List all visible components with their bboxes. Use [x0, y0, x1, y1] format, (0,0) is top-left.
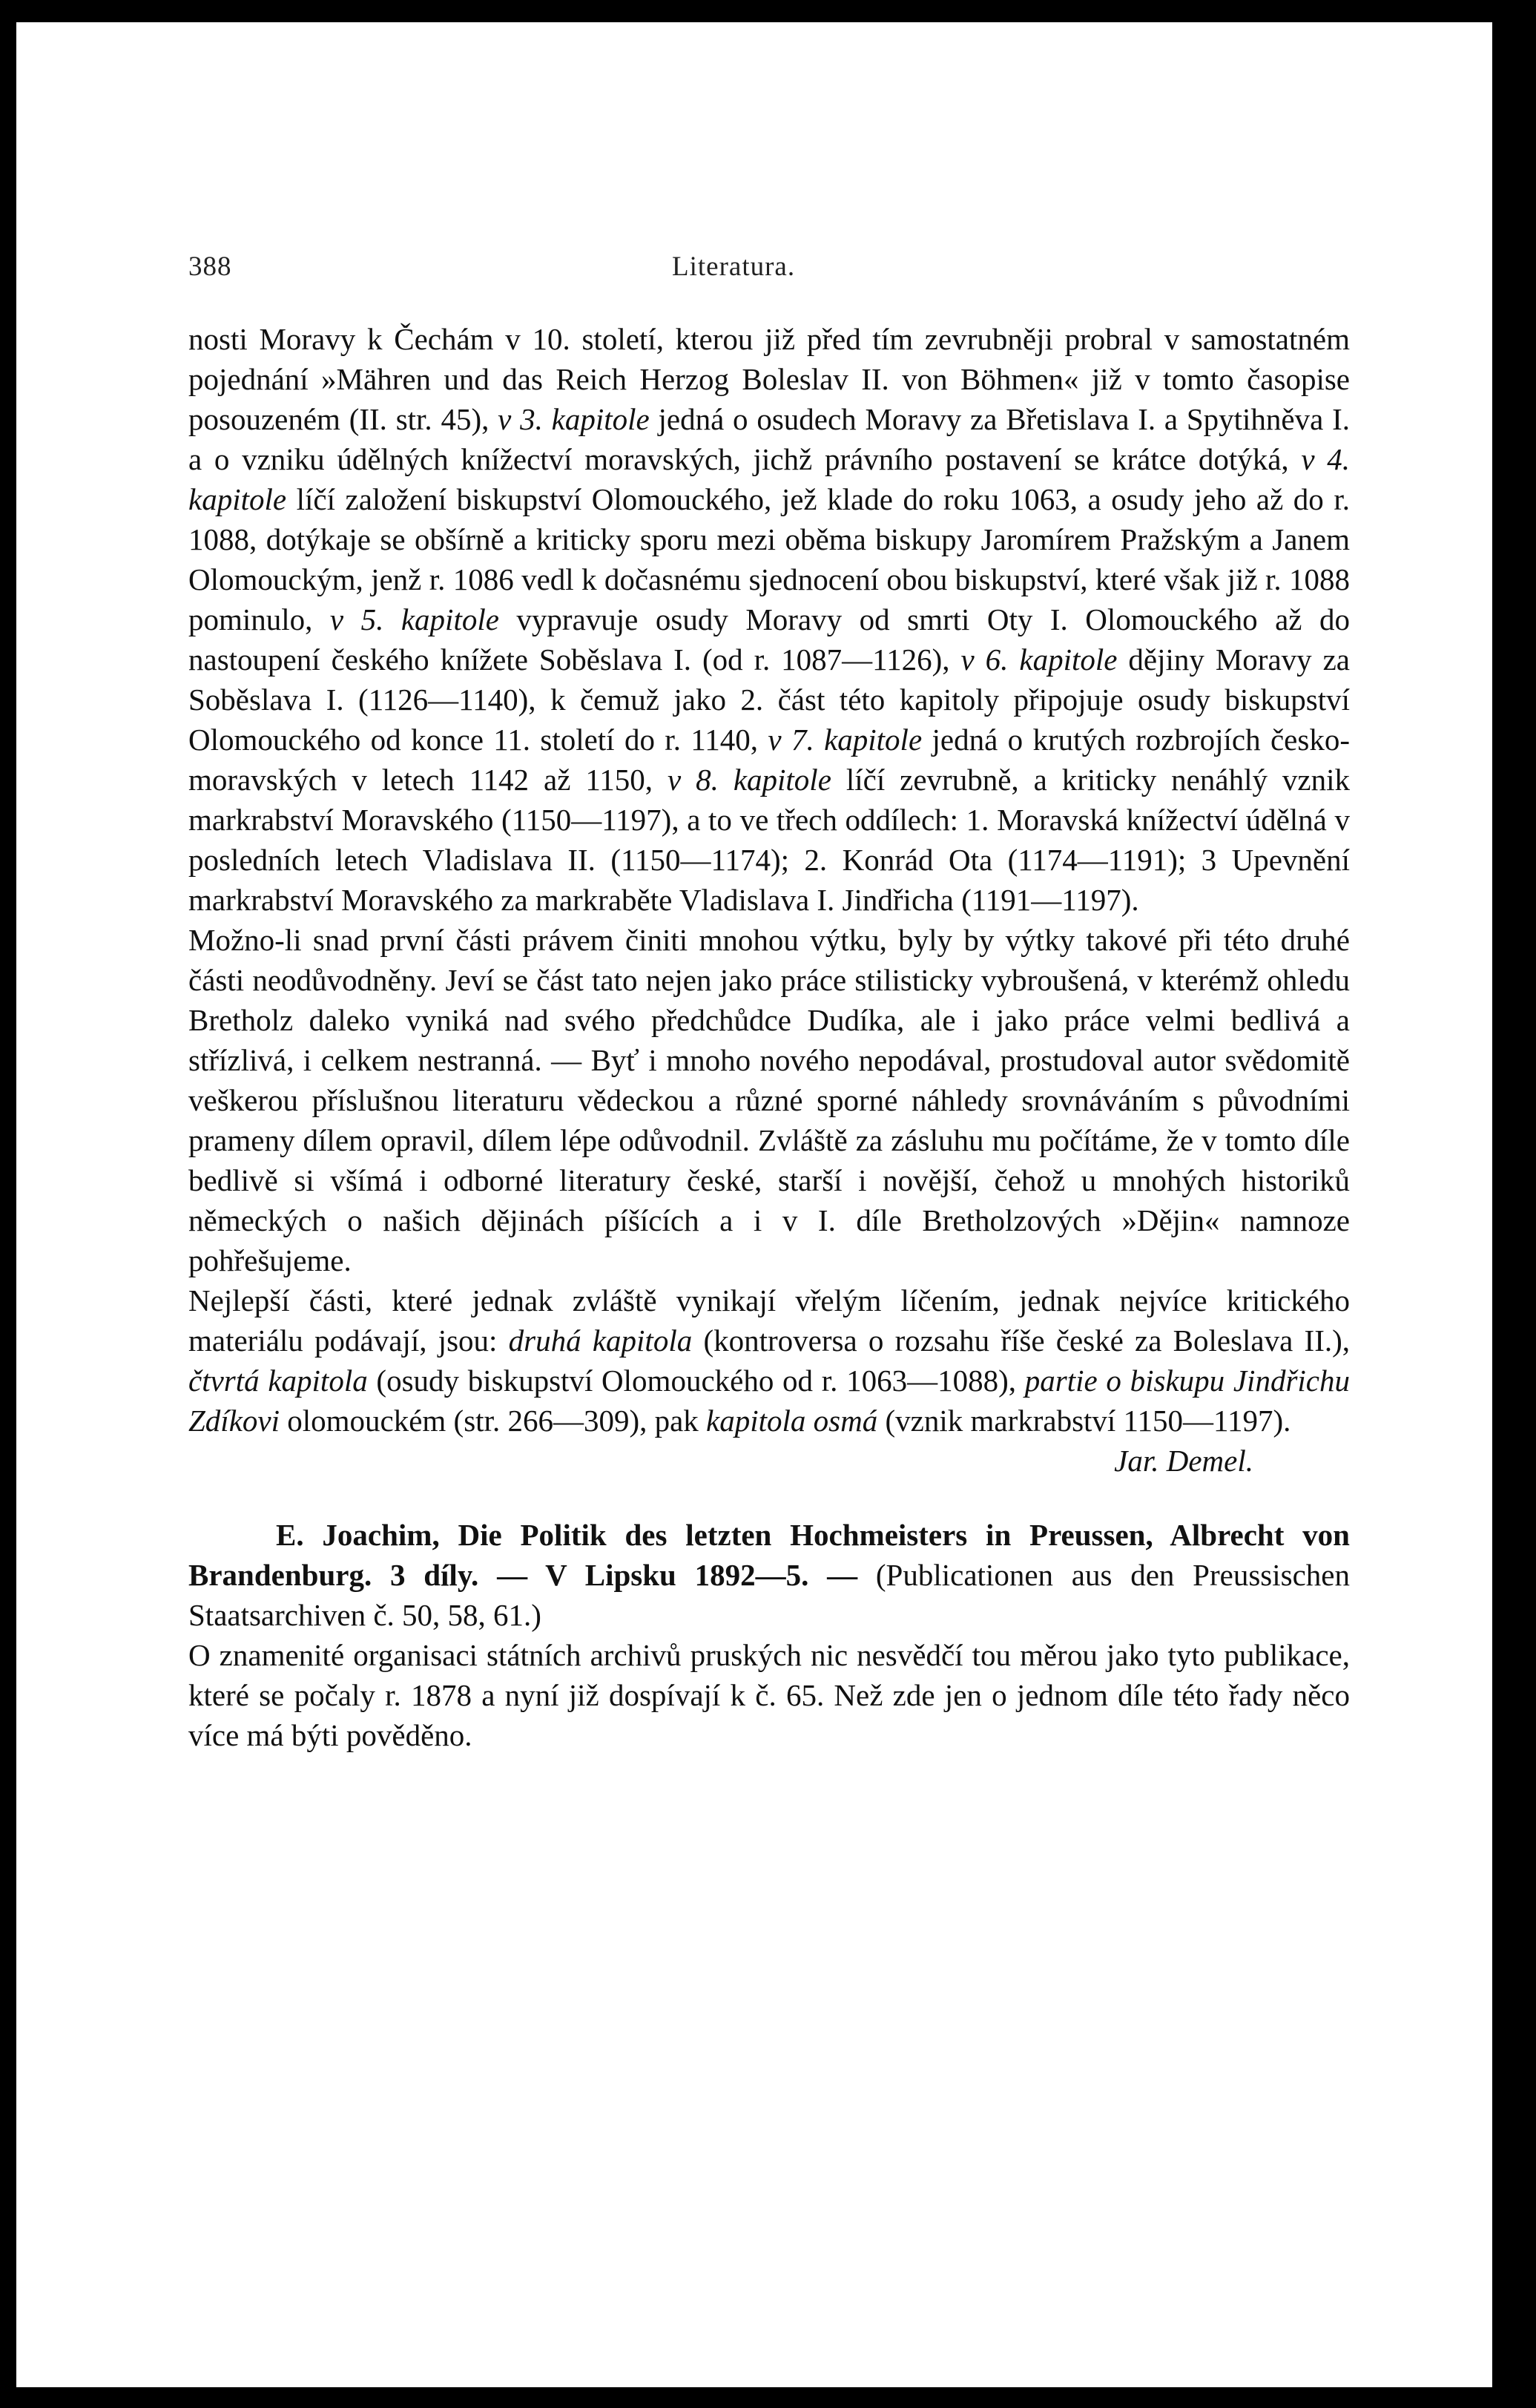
review1-paragraph-2: Možno-li snad první části právem činiti mnohou výtku, byly by výtky takové při této druhé části neodůvodněny. Jeví se část tato nejen jako práce stilisticky vybroušená, v kterémž ohledu Bretholz daleko vyniká nad svého předchůdce Dudíka, ale i jako práce velmi bedlivá a střízlivá, i celkem nestranná. — Byť i mnoho nového nepodával, prostudoval autor svědomitě veškerou příslušnou literaturu vědeckou a různé sporné náhledy srovnáváním s původními prameny dílem opravil, dílem lépe odůvodnil. Zvláště za zásluhu mu počítáme, že v tomto díle bedlivě si všímá i odborné literatury české, starší i novější, čehož u mnohých historiků německých o našich dějinách píšících a i v I. díle Bretholzových »Dějin« namnoze pohřešujeme.	[188, 923, 1350, 1277]
review1-p1-text-run: líčí založení biskupství Olomouckého, jež klade do roku 1063, a osudy jeho až do r. 1088, dotýkaje se obšírně a kriticky sporu mezi oběma biskupy Jaromírem Pražským a Janem Olomouckým, jenž r. 1086 vedl k dočasnému sjednocení obou biskupství, které však již r. 1088 pominulo,	[188, 482, 1350, 636]
running-title: Literatura.	[672, 251, 796, 282]
reviewer-signature: Jar. Demel.	[1114, 1444, 1253, 1478]
review1-p1-italic-run: v 4. kapitole	[188, 442, 1351, 516]
review1-p3-italic-run: čtvrtá kapitola	[188, 1363, 368, 1398]
scan-edge	[1492, 30, 1509, 2366]
review1-p1-italic-run: v 3. kapitole	[498, 402, 650, 436]
review2-paragraph-1: O znamenité organisaci státních archivů pruských nic nesvědčí tou měrou jako tyto publikace, které se počaly r. 1878 a nyní již dospívají k č. 65. Než zde jen o jednom díle této řady něco více má býti pověděno.	[188, 1638, 1350, 1752]
review2-book-title: E. Joachim, Die Politik des letzten Hochmeisters in Preussen, Albrecht von Brandenburg. 3 díly. — V Lipsku 1892—5. —	[188, 1518, 1350, 1592]
review1-p1-text-run: líčí zevrubně, a kriticky nenáhlý vznik markrabství Moravského (1150—1197), a to ve třech oddílech: 1. Moravská knížectví údělná v posledních letech Vladislava II. (1150—1174); 2. Konrád Ota (1174—1191); 3 Upevnění markrabství Moravského za markraběte Vladislava I. Jindřicha (1191—1197).	[188, 763, 1350, 917]
review1-paragraph-3	[188, 1280, 1350, 1441]
page-number: 388	[188, 251, 232, 282]
review1-p3-italic-run: druhá kapitola	[508, 1323, 693, 1358]
review1-p1-text-run: dějiny Moravy za Soběslava I. (1126—1140), k čemuž jako 2. část této kapitoly připojuje osudy biskupství Olomouckého od konce 11. století do r. 1140,	[188, 642, 1350, 757]
review1-p3-italic-run: partie o biskupu Jindřichu Zdíkovi	[188, 1363, 1350, 1438]
review1-p3-text-run: (kontroversa o rozsahu říše české za Boleslava II.),	[692, 1323, 1350, 1358]
review1-p1-italic-run: v 6. kapitole	[960, 642, 1118, 677]
scanned-page	[16, 22, 1492, 2387]
review1-p1-text-run: vypravuje osudy Moravy od smrti Oty I. Olomouckého až do nastoupení českého knížete Soběslava I. (od r. 1087—1126),	[188, 602, 1350, 677]
review1-paragraph-1	[188, 319, 1350, 920]
review2-citation	[188, 1515, 1350, 1635]
review1-p3-text-run: olomouckém (str. 266—309), pak	[279, 1404, 707, 1438]
review1-p3-text-run: (osudy biskupství Olomouckého od r. 1063—1088),	[367, 1363, 1025, 1398]
review1-p1-text-run: jedná o osudech Moravy za Břetislava I. a Spytihněva I. a o vzniku údělných knížectví moravských, jichž právního postavení se krátce dotýká,	[188, 402, 1350, 476]
review1-p1-text-run: jedná o krutých rozbrojích česko-moravských v letech 1142 až 1150,	[188, 723, 1350, 797]
review1-p1-italic-run: v 7. kapitole	[768, 723, 923, 757]
review1-p1-italic-run: v 5. kapitole	[329, 602, 499, 636]
review1-p1-italic-run: v 8. kapitole	[668, 763, 831, 797]
signature-line	[188, 1441, 1350, 1481]
review2-series-note: (Publicationen aus den Preussischen Staatsarchiven č. 50, 58, 61.)	[188, 1558, 1350, 1632]
review1-p3-text-run: (vznik markrabství 1150—1197).	[877, 1404, 1291, 1438]
page-header	[16, 251, 1492, 295]
text-column	[188, 319, 1350, 1755]
section-gap	[188, 1481, 1350, 1515]
review1-p1-text-run: nosti Moravy k Čechám v 10. století, kterou již před tím zevrubněji probral v samostatném pojednání »Mähren und das Reich Herzog Boleslav II. von Böhmen« již v tomto časopise posouzeném (II. str. 45),	[188, 322, 1350, 436]
review1-p3-text-run: Nejlepší části, které jednak zvláště vynikají vřelým líčením, jednak nejvíce kritického materiálu podávají, jsou:	[188, 1283, 1350, 1358]
review1-p3-italic-run: kapitola osmá	[706, 1404, 878, 1438]
